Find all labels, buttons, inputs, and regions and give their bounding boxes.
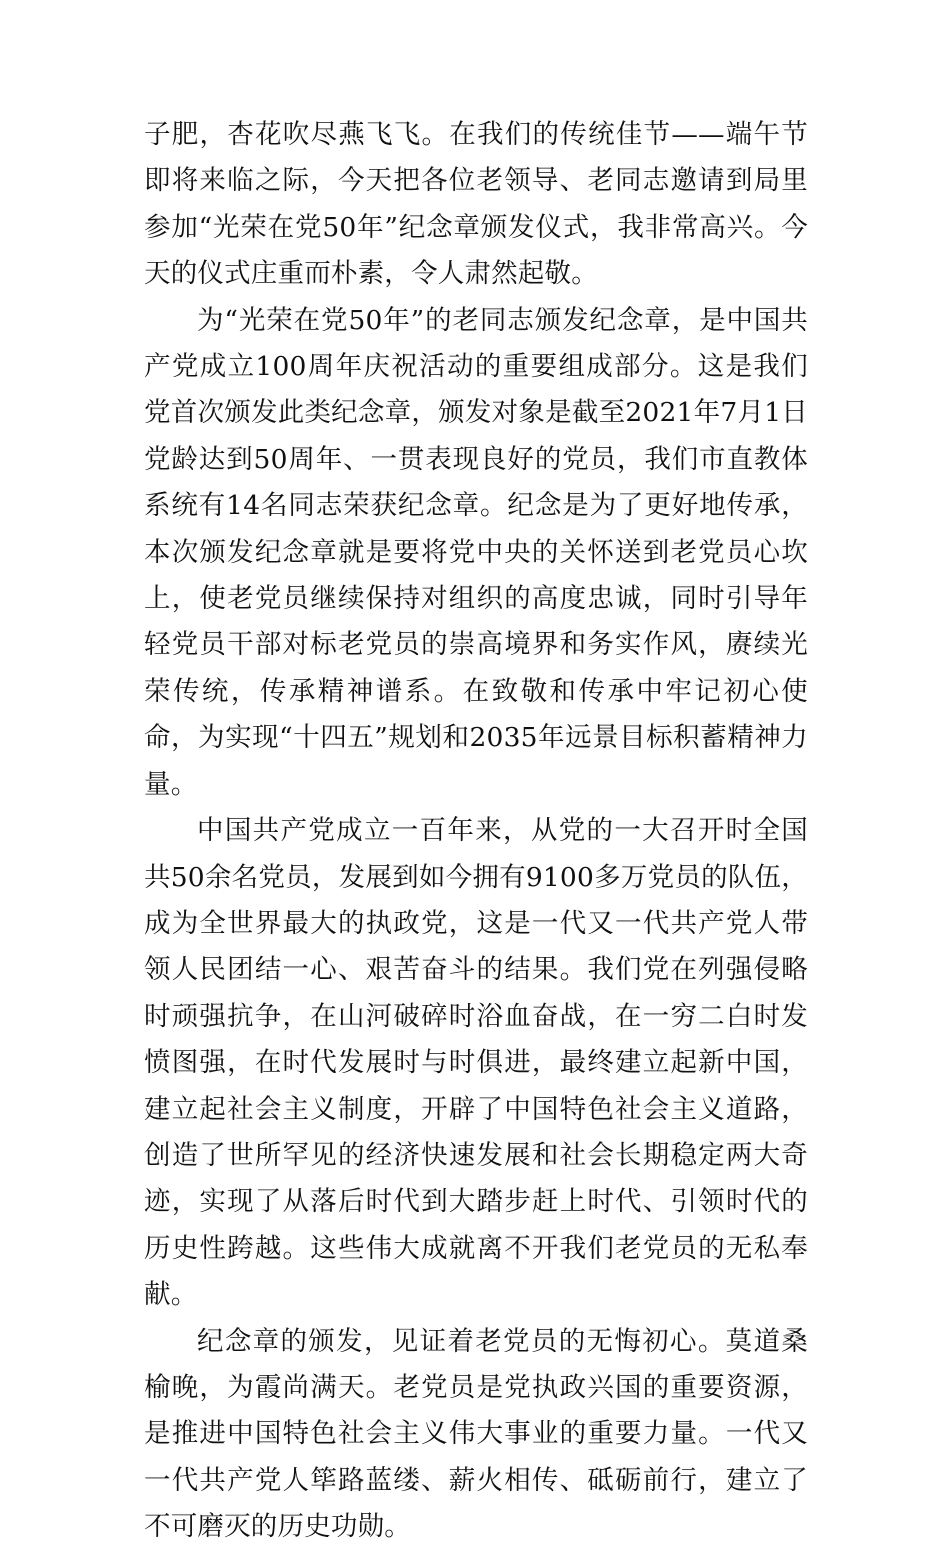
paragraph-2: 为“光荣在党50年”的老同志颁发纪念章，是中国共产党成立100周年庆祝活动的重要组成部分。这是我们党首次颁发此类纪念章，颁发对象是截至2021年7月1日党龄达到50周年、一贯表现良好的党员，我们市直教体系统有14名同志荣获纪念章。纪念是为了更好地传承，本次颁发纪念章就是要将党中央的关怀送到老党员心坎上，使老党员继续保持对组织的高度忠诚，同时引导年轻党员干部对标老党员的崇高境界和务实作风，赓续光荣传统，传承精神谱系。在致敬和传承中牢记初心使命，为实现“十四五”规划和2035年远景目标积蓄精神力量。	[144, 304, 808, 800]
paragraph-3: 中国共产党成立一百年来，从党的一大召开时全国共50余名党员，发展到如今拥有9100多万党员的队伍，成为全世界最大的执政党，这是一代又一代共产党人带领人民团结一心、艰苦奋斗的结果。我们党在列强侵略时顽强抗争，在山河破碎时浴血奋战，在一穷二白时发愤图强，在时代发展时与时俱进，最终建立起新中国，建立起社会主义制度，开辟了中国特色社会主义道路，创造了世所罕见的经济快速发展和社会长期稳定两大奇迹，实现了从落后时代到大踏步赶上时代、引领时代的历史性跨越。这些伟大成就离不开我们老党员的无私奉献。	[144, 815, 808, 1311]
paragraph-4: 纪念章的颁发，见证着老党员的无悔初心。莫道桑榆晚，为霞尚满天。老党员是党执政兴国的重要资源，是推进中国特色社会主义伟大事业的重要力量。一代又一代共产党人筚路蓝缕、薪火相传、砥砺前行，建立了不可磨灭的历史功勋。	[144, 1325, 808, 1543]
document-body	[144, 112, 808, 1551]
paragraph-1-continuation: 子肥，杏花吹尽燕飞飞。在我们的传统佳节——端午节即将来临之际，今天把各位老领导、老同志邀请到局里参加“光荣在党50年”纪念章颁发仪式，我非常高兴。今天的仪式庄重而朴素，令人肃然起敬。	[144, 119, 808, 290]
